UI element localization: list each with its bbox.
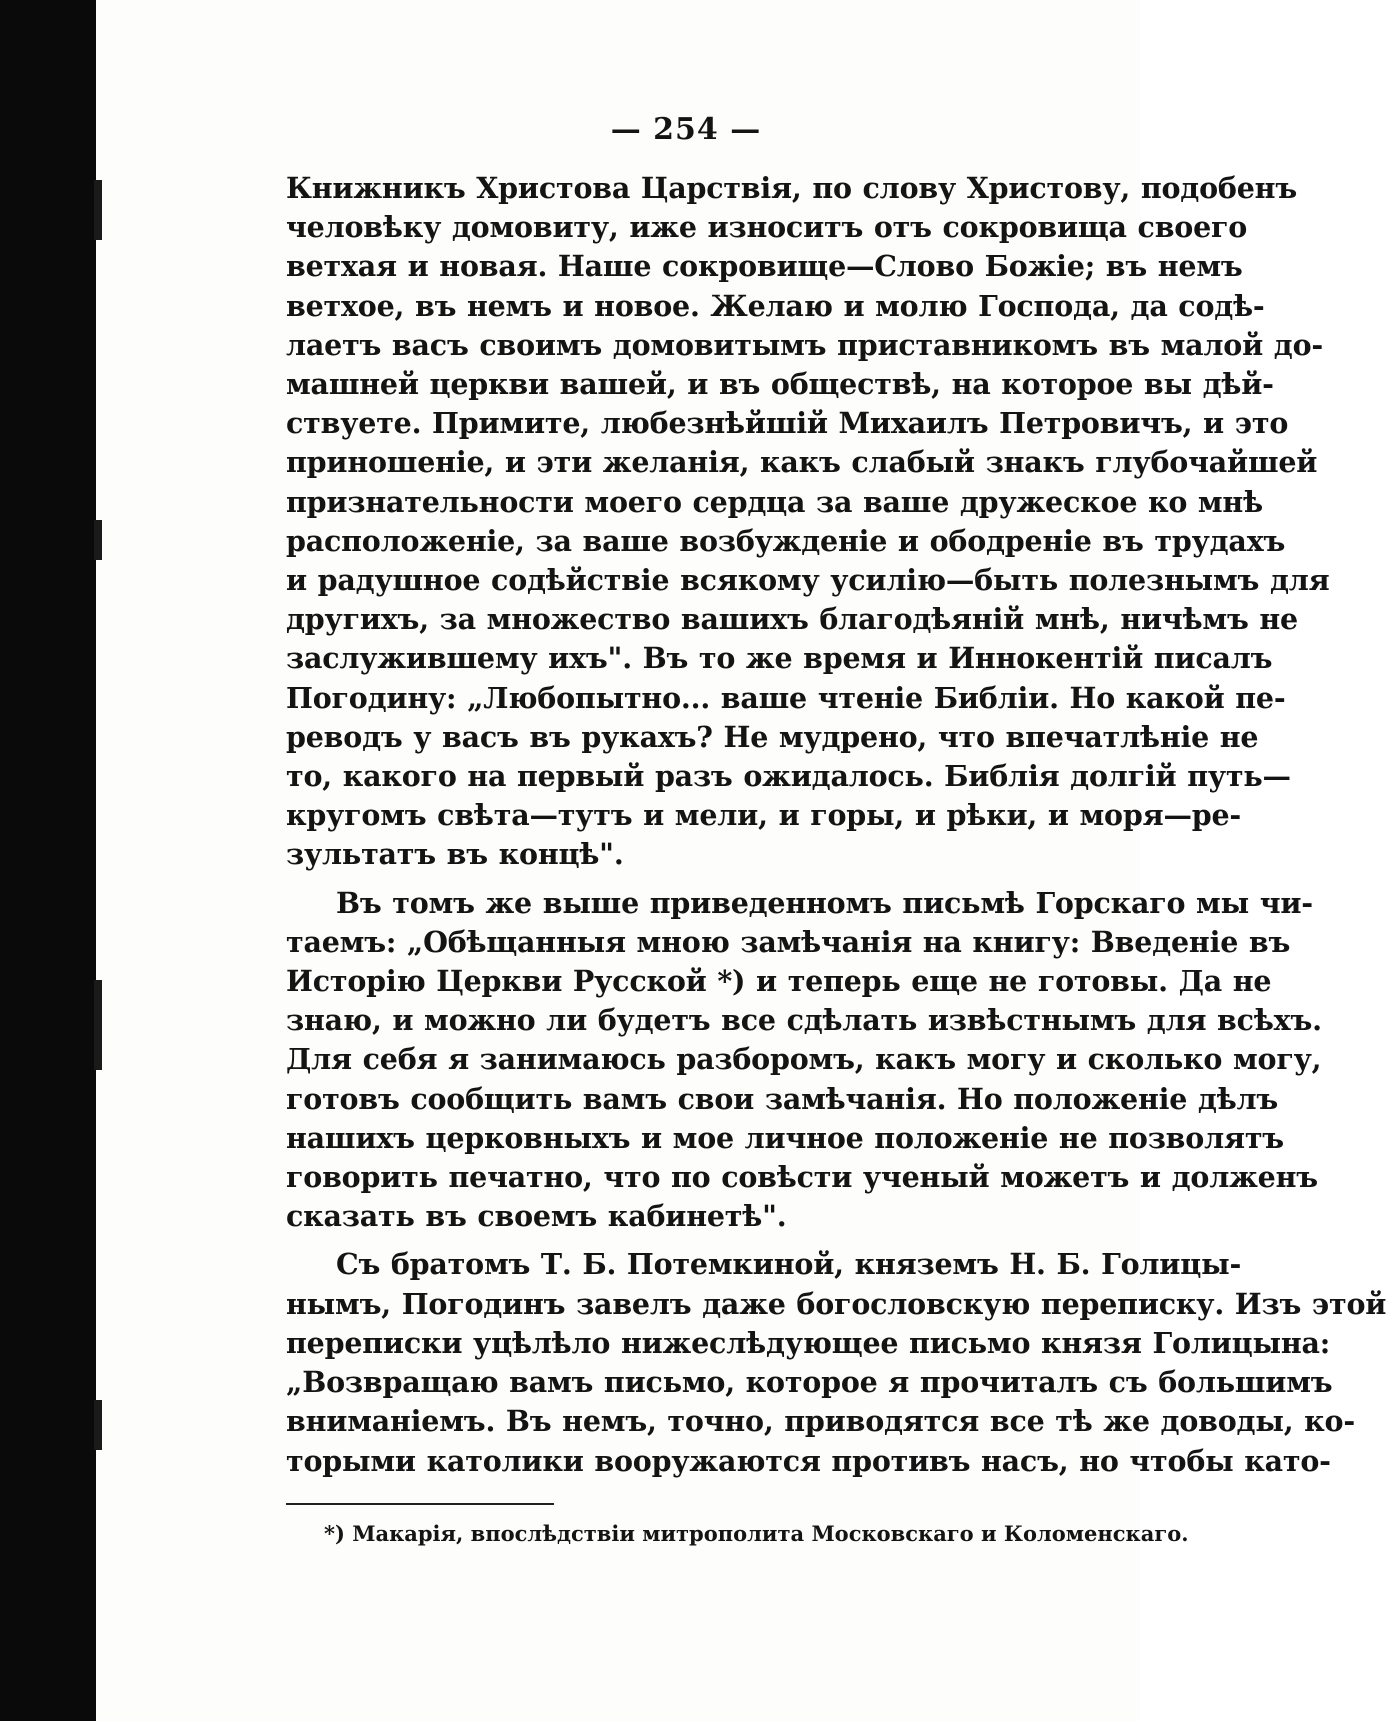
page-content (286, 112, 1386, 1546)
text-line: ветхое, въ немъ и новое. Желаю и молю Господа, да содѣ- (286, 288, 1265, 323)
text-line: нымъ, Погодинъ завелъ даже богословскую переписку. Изъ этой (286, 1286, 1386, 1321)
paragraph-1 (286, 169, 1330, 875)
paragraph-2 (286, 884, 1322, 1237)
text-line: переписки уцѣлѣло нижеслѣдующее письмо князя Голицына: (286, 1325, 1331, 1360)
text-line: Въ томъ же выше приведенномъ письмѣ Горскаго мы чи- (336, 885, 1313, 920)
text-line: таемъ: „Обѣщанныя мною замѣчанія на книгу: Введеніе въ (286, 924, 1291, 959)
text-line: Для себя я занимаюсь разборомъ, какъ могу и сколько могу, (286, 1042, 1322, 1077)
text-line: кругомъ свѣта—тутъ и мели, и горы, и рѣки, и моря—ре- (286, 798, 1242, 833)
footnote-divider (286, 1503, 554, 1505)
text-line: человѣку домовиту, иже износитъ отъ сокровища своего (286, 210, 1248, 245)
text-line: говорить печатно, что по совѣсти ученый можетъ и долженъ (286, 1160, 1318, 1195)
text-line: знаю, и можно ли будетъ все сдѣлать извѣстнымъ для всѣхъ. (286, 1003, 1322, 1038)
text-line: машней церкви вашей, и въ обществѣ, на которое вы дѣй- (286, 367, 1274, 402)
page-number: — 254 — (610, 112, 762, 147)
text-line: Съ братомъ Т. Б. Потемкиной, княземъ Н. Б. Голицы- (336, 1247, 1242, 1282)
text-line: нашихъ церковныхъ и мое личное положеніе не позволятъ (286, 1120, 1284, 1155)
text-line: заслужившему ихъ". Въ то же время и Иннокентій писалъ (286, 641, 1273, 676)
body-text (286, 169, 1386, 1481)
text-line: сказать въ своемъ кабинетѣ". (286, 1199, 787, 1234)
text-line: вниманіемъ. Въ немъ, точно, приводятся все тѣ же доводы, ко- (286, 1404, 1355, 1439)
text-line: Книжникъ Христова Царствія, по слову Христову, подобенъ (286, 171, 1297, 205)
text-line: ствуете. Примите, любезнѣйшій Михаилъ Петровичъ, и это (286, 406, 1289, 441)
text-line: приношеніе, и эти желанія, какъ слабый знакъ глубочайшей (286, 445, 1318, 480)
text-line: признательности моего сердца за ваше дружеское ко мнѣ (286, 484, 1263, 519)
text-line: зультатъ въ концѣ". (286, 837, 624, 872)
text-line: реводъ у васъ въ рукахъ? Не мудрено, что впечатлѣніе не (286, 719, 1259, 754)
text-line: другихъ, за множество вашихъ благодѣяній мнѣ, ничѣмъ не (286, 602, 1298, 637)
text-line: готовъ сообщить вамъ свои замѣчанія. Но положеніе дѣлъ (286, 1081, 1279, 1116)
text-line: „Возвращаю вамъ письмо, которое я прочиталъ съ большимъ (286, 1365, 1333, 1400)
text-line: Исторію Церкви Русской *) и теперь еще не готовы. Да не (286, 964, 1272, 999)
text-line: и радушное содѣйствіе всякому усилію—быть полезнымъ для (286, 563, 1330, 598)
text-line: ветхая и новая. Наше сокровище—Слово Божіе; въ немъ (286, 249, 1243, 284)
text-line: то, какого на первый разъ ожидалось. Библія долгій путь— (286, 759, 1291, 794)
binding-edge-shadow (0, 0, 96, 1721)
text-line: торыми католики вооружаются противъ насъ, но чтобы като- (286, 1443, 1331, 1478)
footnote: *) Макарія, впослѣдствіи митрополита Московскаго и Коломенскаго. (324, 1520, 1189, 1546)
text-line: Погодину: „Любопытно... ваше чтеніе Библіи. Но какой пе- (286, 680, 1286, 715)
text-line: расположеніе, за ваше возбужденіе и ободреніе въ трудахъ (286, 523, 1286, 558)
text-line: лаетъ васъ своимъ домовитымъ приставникомъ въ малой до- (286, 327, 1324, 362)
paragraph-3 (286, 1245, 1386, 1480)
